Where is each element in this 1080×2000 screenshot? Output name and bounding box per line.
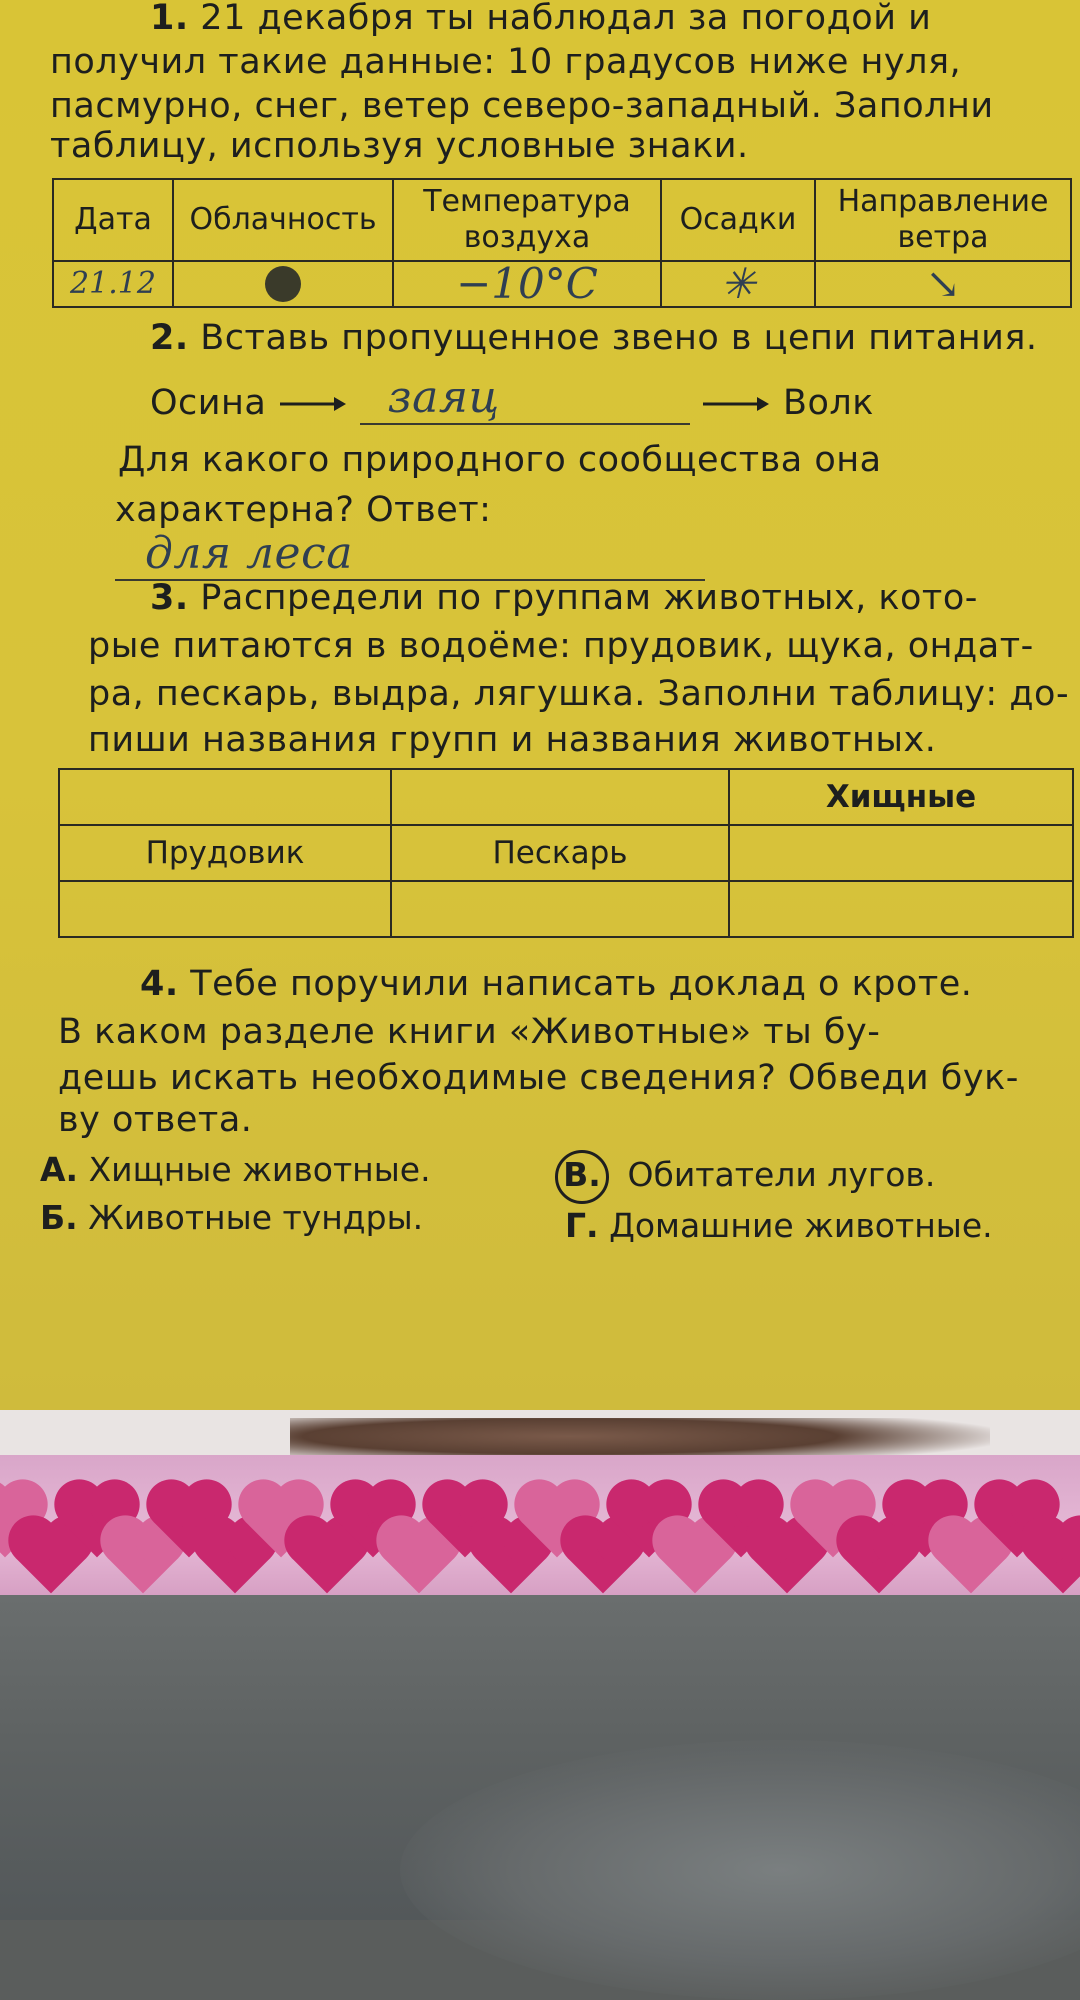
- groups-cell-r1c3: [729, 825, 1073, 881]
- task1-number: 1.: [150, 0, 189, 38]
- filled-circle-icon: [265, 266, 301, 302]
- task1-line2: получил такие данные: 10 градусов ниже нуля,: [50, 42, 962, 82]
- task2-number: 2.: [150, 318, 189, 358]
- task3-number: 3.: [150, 578, 189, 618]
- option-a-letter: А.: [40, 1150, 79, 1189]
- task3-line2: рые питаются в водоёме: прудовик, щука, ондат-: [88, 626, 1034, 666]
- task2-instruction: Вставь пропущенное звено в цепи питания.: [200, 318, 1038, 358]
- snowflake-icon: ✳: [661, 261, 815, 307]
- weather-header-precip: Осадки: [661, 179, 815, 261]
- task1-line4: таблицу, используя условные знаки.: [50, 126, 749, 166]
- groups-cell-r1c1: Прудовик: [59, 825, 391, 881]
- option-g-text: Домашние животные.: [609, 1206, 993, 1245]
- weather-date-cell: 21.12: [53, 261, 173, 307]
- task2-answer-line: [115, 528, 705, 581]
- chain-answer-line: [360, 372, 690, 425]
- task4-line1: Тебе поручили написать доклад о кроте.: [190, 964, 973, 1004]
- option-v-letter-circled: В.: [555, 1150, 609, 1204]
- task4-number: 4.: [140, 964, 179, 1004]
- option-v-text: Обитатели лугов.: [627, 1155, 936, 1194]
- task1-text: [150, 0, 931, 40]
- option-a[interactable]: [40, 1148, 431, 1192]
- arrow-down-right-icon: ↘: [815, 261, 1071, 307]
- groups-header-predators: Хищные: [729, 769, 1073, 825]
- task1-line1: 21 декабря ты наблюдал за погодой и: [200, 0, 932, 38]
- task1-line3: пасмурно, снег, ветер северо-западный. Заполни: [50, 86, 994, 126]
- option-b[interactable]: [40, 1196, 423, 1240]
- task4-text: [140, 962, 972, 1006]
- groups-header-2: [391, 769, 729, 825]
- animal-groups-table: [58, 768, 1074, 938]
- task3-text: [150, 576, 978, 620]
- option-g-letter: Г.: [565, 1206, 599, 1245]
- weather-header-temperature: Температура воздуха: [393, 179, 661, 261]
- chain-answer: заяц: [387, 372, 500, 423]
- weather-header-cloud: Облачность: [173, 179, 393, 261]
- option-b-text: Животные тундры.: [88, 1198, 424, 1237]
- groups-header-1: [59, 769, 391, 825]
- task4-line3: дешь искать необходимые сведения? Обведи бук-: [58, 1058, 1019, 1098]
- task2-question-line2: [115, 488, 1075, 581]
- weather-header-date: Дата: [53, 179, 173, 261]
- weather-cloud-cell: [173, 261, 393, 307]
- task2-answer: для леса: [145, 528, 353, 579]
- task4-line4: ву ответа.: [58, 1100, 253, 1140]
- option-v[interactable]: [555, 1150, 935, 1204]
- food-chain: [150, 372, 1050, 425]
- groups-cell-r2c1: [59, 881, 391, 937]
- task2-text: [150, 316, 1038, 360]
- task4-line2: В каком разделе книги «Животные» ты бу-: [58, 1012, 881, 1052]
- heart-border-band: [0, 1455, 1080, 1595]
- task3-line1: Распредели по группам животных, кото-: [200, 578, 978, 618]
- chain-end: Волк: [782, 383, 874, 423]
- groups-cell-r1c2: Пескарь: [391, 825, 729, 881]
- groups-cell-r2c2: [391, 881, 729, 937]
- task3-line4: пиши названия групп и названия животных.: [88, 720, 937, 760]
- chain-start: Осина: [150, 383, 267, 423]
- weather-temperature-cell: −10°C: [393, 261, 661, 307]
- arrow-right-icon: [278, 394, 348, 414]
- weather-header-wind: Направление ветра: [815, 179, 1071, 261]
- task2-answer-label: характерна? Ответ:: [115, 490, 492, 530]
- arrow-right-icon: [701, 394, 771, 414]
- option-b-letter: Б.: [40, 1198, 78, 1237]
- weather-table: [52, 178, 1072, 308]
- option-g[interactable]: [565, 1204, 993, 1248]
- heart-icon: [1028, 1523, 1080, 1594]
- task3-line3: ра, пескарь, выдра, лягушка. Заполни таблицу: до-: [88, 674, 1070, 714]
- option-a-text: Хищные животные.: [88, 1150, 431, 1189]
- task2-question-line1: Для какого природного сообщества она: [118, 440, 882, 480]
- groups-cell-r2c3: [729, 881, 1073, 937]
